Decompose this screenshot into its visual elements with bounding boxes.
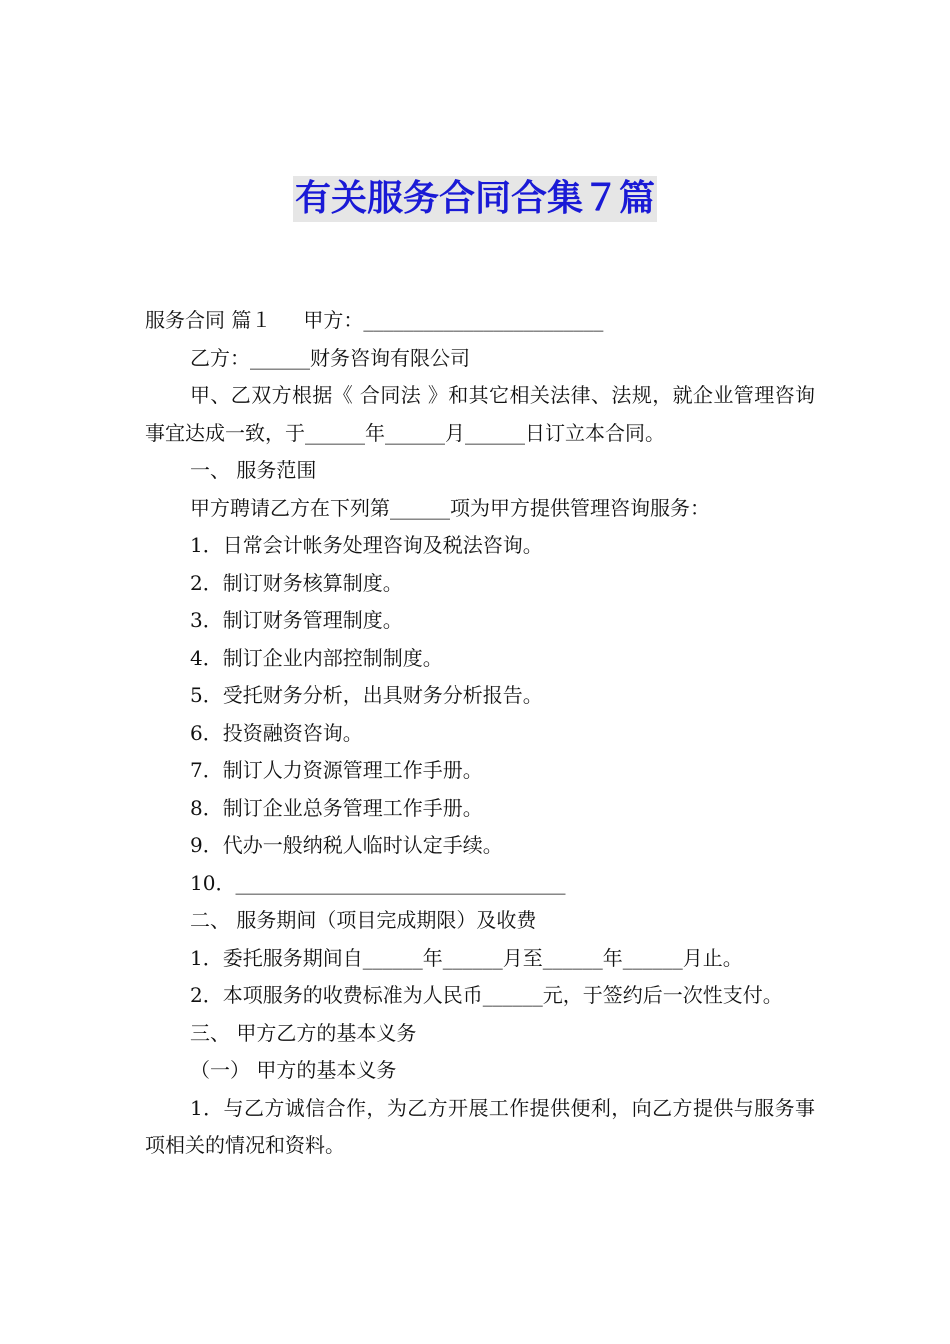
intro-paragraph: 甲、乙双方根据《 合同法 》和其它相关法律、法规，就企业管理咨询事宜达成一致，于______年______月______日订立本合同。 xyxy=(145,383,815,445)
service-item: 4．制订企业内部控制制度。 xyxy=(190,645,443,670)
section-3-subheading: （一） 甲方的基本义务 xyxy=(190,1058,397,1082)
service-item: 9．代办一般纳税人临时认定手续。 xyxy=(190,833,503,857)
section-1-heading: 一、 服务范围 xyxy=(190,458,317,482)
period-item: 1．委托服务期间自______年______月至______年______月止。 xyxy=(190,945,743,970)
party-a-line: 甲方：________________________ xyxy=(303,308,604,332)
service-item: 5．受托财务分析，出具财务分析报告。 xyxy=(190,683,543,707)
document-body xyxy=(145,302,815,1165)
service-item: 7．制订人力资源管理工作手册。 xyxy=(190,758,483,782)
fee-item: 2．本项服务的收费标准为人民币______元，于签约后一次性支付。 xyxy=(190,983,783,1007)
section-1-lead: 甲方聘请乙方在下列第______项为甲方提供管理咨询服务： xyxy=(190,495,710,520)
service-item: 3．制订财务管理制度。 xyxy=(190,608,403,632)
party-b-line: 乙方：______财务咨询有限公司 xyxy=(190,345,470,370)
document-title-text: 有关服务合同合集７篇 xyxy=(293,176,657,222)
section-3-heading: 三、 甲方乙方的基本义务 xyxy=(190,1020,417,1045)
contract-header-line xyxy=(145,302,815,340)
service-item: 8．制订企业总务管理工作手册。 xyxy=(190,795,483,820)
document-title xyxy=(0,176,950,222)
service-item: 2．制订财务核算制度。 xyxy=(190,570,403,595)
service-item: 10．_________________________________ xyxy=(190,870,566,895)
service-item: 1．日常会计帐务处理咨询及税法咨询。 xyxy=(190,533,543,557)
party-a-duty-item: 1．与乙方诚信合作，为乙方开展工作提供便利，向乙方提供与服务事项相关的情况和资料。 xyxy=(145,1095,815,1157)
section-2-heading: 二、 服务期间（项目完成期限）及收费 xyxy=(190,908,537,932)
service-item: 6．投资融资咨询。 xyxy=(190,720,363,745)
contract-label: 服务合同 篇１ xyxy=(145,308,272,332)
